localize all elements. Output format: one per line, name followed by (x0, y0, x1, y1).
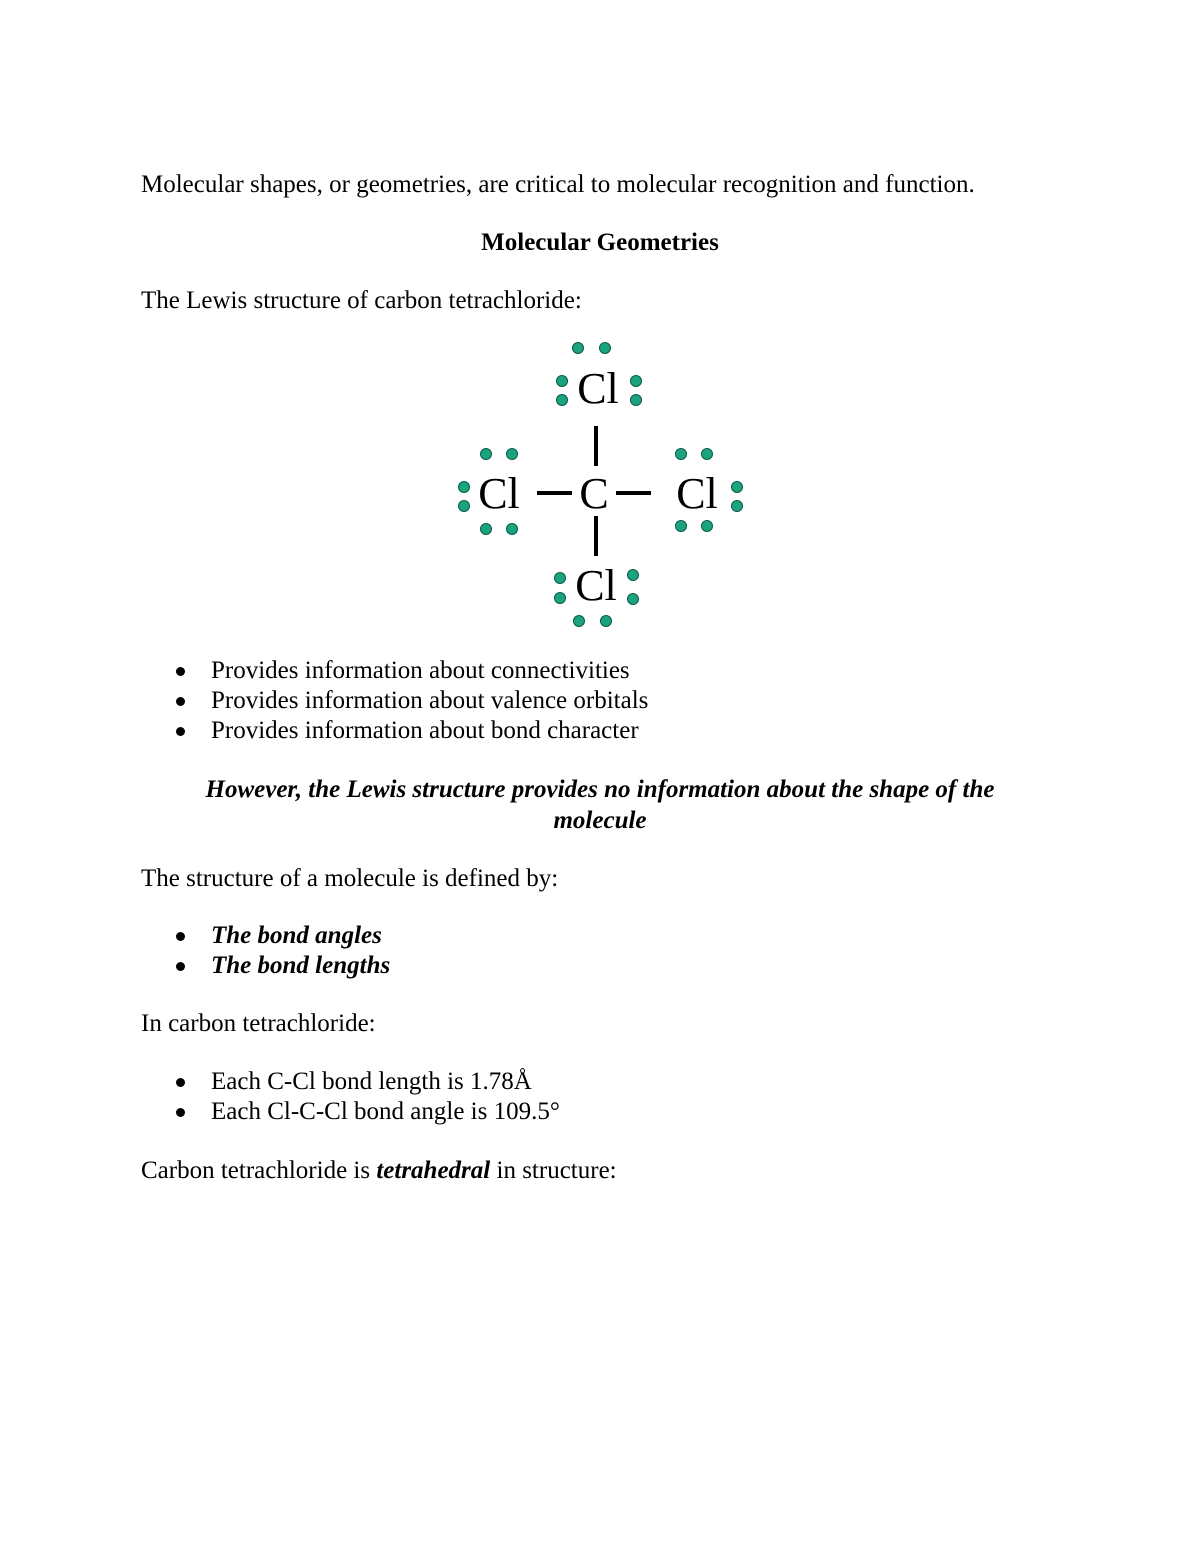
central-atom-carbon: C (579, 469, 609, 518)
lewis-info-list (141, 656, 648, 746)
lewis-structure-diagram (0, 330, 1200, 630)
electron-dot (573, 343, 584, 354)
electron-dot (507, 524, 518, 535)
electron-dot (481, 449, 492, 460)
electron-dot (459, 501, 470, 512)
electron-dot (574, 616, 585, 627)
structure-list (141, 921, 390, 981)
list-item-text: Provides information about bond character (211, 717, 639, 744)
electron-dot (555, 573, 566, 584)
electron-dot (676, 449, 687, 460)
list-item-text: Provides information about valence orbitals (211, 687, 649, 714)
bullet-icon (176, 1078, 185, 1087)
atom-cl-left: Cl (478, 469, 520, 518)
electron-dot (555, 593, 566, 604)
bullet-icon (176, 1108, 185, 1117)
ccl4-facts-list (141, 1067, 560, 1127)
electron-dot (557, 395, 568, 406)
bullet-icon (176, 962, 185, 971)
electron-dot (557, 376, 568, 387)
atom-cl-top: Cl (577, 364, 619, 413)
electron-dot (600, 343, 611, 354)
list-item-text: Each C-Cl bond length is 1.78Å (211, 1068, 532, 1095)
electron-dot (676, 521, 687, 532)
list-item (141, 951, 390, 981)
electron-dot (732, 482, 743, 493)
list-item-text: The bond lengths (211, 952, 391, 979)
electron-dot (459, 482, 470, 493)
list-item (141, 921, 390, 951)
conclusion-text (141, 1156, 617, 1186)
however-line-2: molecule (553, 807, 647, 834)
electron-dot (702, 521, 713, 532)
intro-text: Molecular shapes, or geometries, are critical to molecular recognition and function. (141, 171, 975, 198)
electron-dot (601, 616, 612, 627)
electron-dot (631, 395, 642, 406)
electron-dot (507, 449, 518, 460)
however-line-1: However, the Lewis structure provides no information about the shape of the (205, 776, 995, 803)
list-item (141, 716, 648, 746)
conclusion-after: in structure: (490, 1157, 617, 1184)
electron-dot (631, 376, 642, 387)
list-item (141, 686, 648, 716)
conclusion-emphasis: tetrahedral (376, 1157, 491, 1184)
section-heading: Molecular Geometries (481, 229, 719, 256)
list-item (141, 1097, 560, 1127)
electron-dot (702, 449, 713, 460)
atom-cl-right: Cl (676, 469, 718, 518)
in-ccl4-text: In carbon tetrachloride: (141, 1010, 376, 1037)
bullet-icon (176, 667, 185, 676)
list-item-text: Provides information about connectivities (211, 657, 630, 684)
bullet-icon (176, 932, 185, 941)
bullet-icon (176, 727, 185, 736)
electron-dot (628, 594, 639, 605)
electron-dot (628, 570, 639, 581)
list-item (141, 656, 648, 686)
list-item (141, 1067, 560, 1097)
structure-defined-text: The structure of a molecule is defined by: (141, 865, 559, 892)
electron-dot (732, 501, 743, 512)
lewis-caption: The Lewis structure of carbon tetrachloride: (141, 287, 582, 314)
list-item-text: Each Cl-C-Cl bond angle is 109.5° (211, 1098, 560, 1125)
electron-dot (481, 524, 492, 535)
atom-cl-bottom: Cl (575, 561, 617, 610)
conclusion-before: Carbon tetrachloride is (141, 1157, 377, 1184)
list-item-text: The bond angles (211, 922, 382, 949)
bullet-icon (176, 697, 185, 706)
